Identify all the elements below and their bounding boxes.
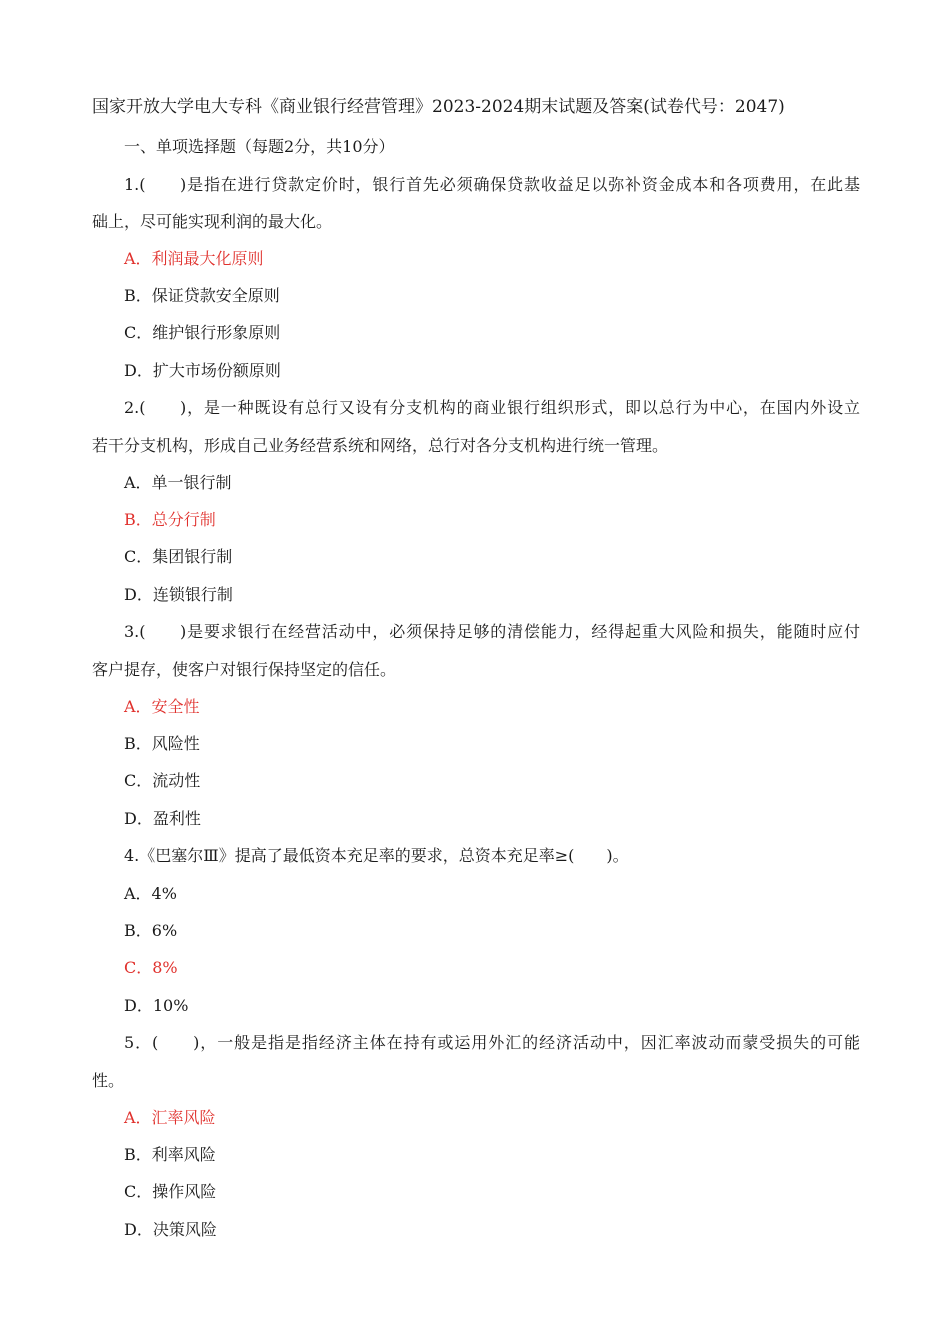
document-title: 国家开放大学电大专科《商业银行经营管理》2023-2024期末试题及答案(试卷代号：2047) [92, 97, 785, 117]
question-2-option-d: D．连锁银行制 [124, 585, 233, 604]
question-2-option-a: A．单一银行制 [124, 473, 232, 492]
question-2-option-c: C．集团银行制 [124, 547, 233, 566]
section-heading: 一、单项选择题（每题2分，共10分） [124, 137, 395, 156]
question-3-option-d: D．盈利性 [124, 809, 201, 828]
question-5-text: 5．( )，一般是指是指经济主体在持有或运用外汇的经济活动中，因汇率波动而蒙受损失的可能 [124, 1033, 860, 1052]
question-4-option-d: D．10% [124, 996, 189, 1015]
question-5-option-c: C．操作风险 [124, 1182, 217, 1201]
question-1-option-b: B．保证贷款安全原则 [124, 286, 280, 305]
question-2-text: 2.( )，是一种既设有总行又设有分支机构的商业银行组织形式，即以总行为中心，在国内外设立 [124, 398, 860, 417]
question-5-text-cont: 性。 [92, 1071, 125, 1090]
question-4-option-a: A．4% [124, 884, 177, 903]
question-1-text-cont: 础上，尽可能实现利润的最大化。 [92, 212, 333, 231]
question-2-text-cont: 若干分支机构，形成自己业务经营系统和网络，总行对各分支机构进行统一管理。 [92, 436, 669, 455]
question-5-option-b: B．利率风险 [124, 1145, 216, 1164]
question-2-option-b: B．总分行制 [124, 510, 216, 529]
question-1-option-a: A．利润最大化原则 [124, 249, 264, 268]
question-5-option-d: D．决策风险 [124, 1220, 217, 1239]
question-3-option-a: A．安全性 [124, 697, 200, 716]
question-3-text-cont: 客户提存，使客户对银行保持坚定的信任。 [92, 660, 397, 679]
question-4-option-b: B．6% [124, 921, 178, 940]
question-5-option-a: A．汇率风险 [124, 1108, 216, 1127]
question-3-option-c: C．流动性 [124, 771, 201, 790]
question-3-text: 3.( )是要求银行在经营活动中，必须保持足够的清偿能力，经得起重大风险和损失，能随时应付 [124, 622, 860, 641]
question-4-text: 4.《巴塞尔Ⅲ》提高了最低资本充足率的要求，总资本充足率≥( )。 [124, 846, 629, 865]
question-1-text: 1.( )是指在进行贷款定价时，银行首先必须确保贷款收益足以弥补资金成本和各项费用，在此基 [124, 175, 860, 194]
question-1-option-c: C．维护银行形象原则 [124, 323, 281, 342]
question-4-option-c: C．8% [124, 958, 178, 977]
question-3-option-b: B．风险性 [124, 734, 200, 753]
question-1-option-d: D．扩大市场份额原则 [124, 361, 281, 380]
